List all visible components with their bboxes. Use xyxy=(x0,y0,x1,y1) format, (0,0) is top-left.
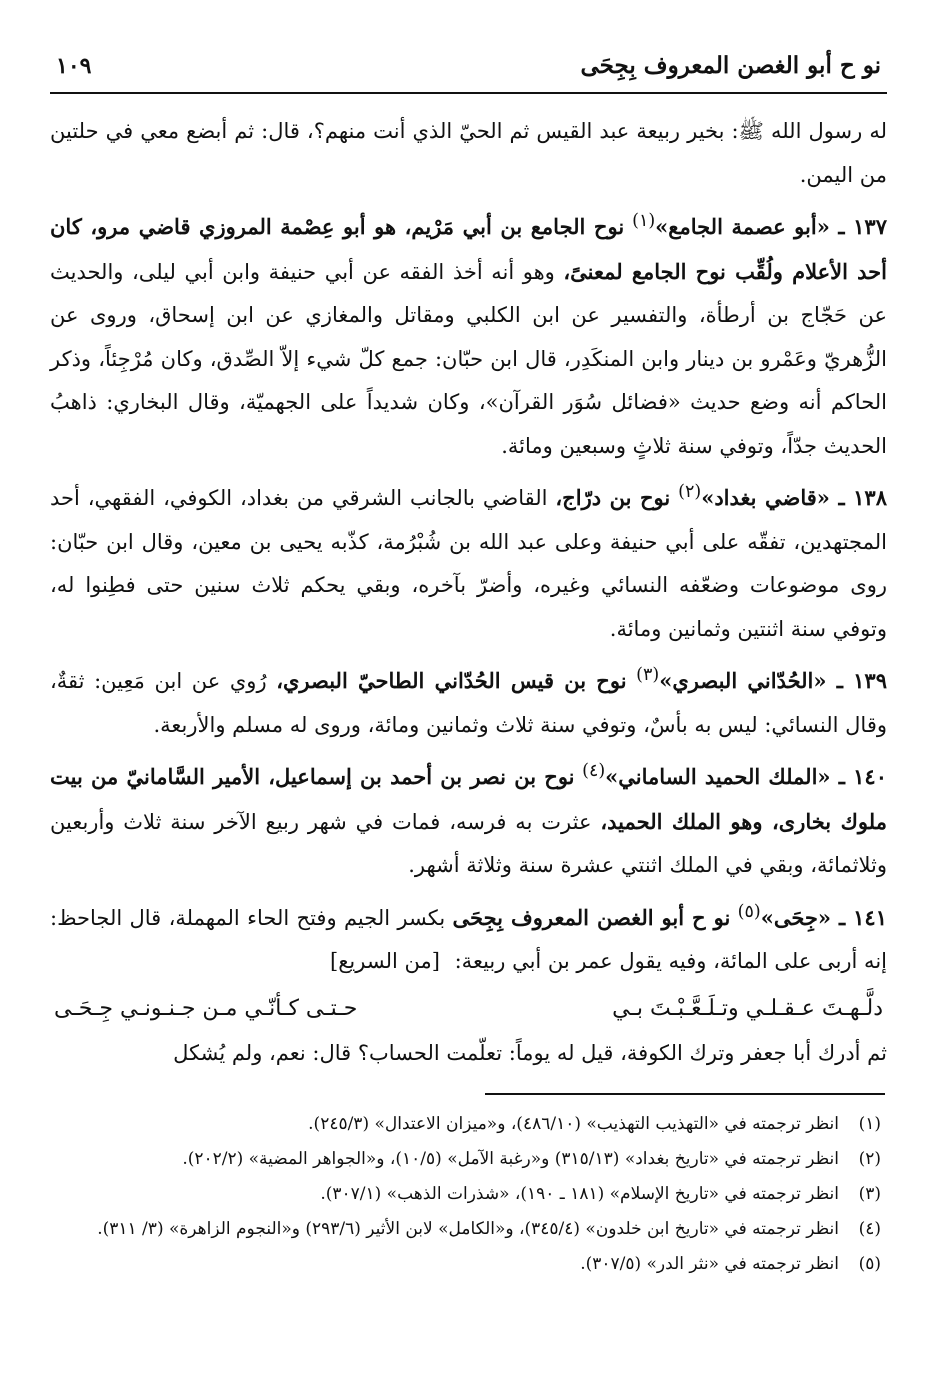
footnote-4 xyxy=(50,1214,887,1244)
entry-head: ١٤١ ـ «جِحَى» xyxy=(760,904,887,930)
footnote-text: انظر ترجمته في «نثر الدر» (٣٠٧/٥). xyxy=(580,1254,839,1274)
verse-gap xyxy=(450,986,520,1032)
entry-text: وهو أنه أخذ الفقه عن أبي حنيفة وابن أبي ليلى، والحديث عن حَجّاج بن أرطأة، والتفسير عن ابن الكلبي ومقاتل والمغازي عن ابن إسحاق، وروى عن الزُّهريّ وعَمْرو بن دينار وابن المنكَدِر، قال ابن حبّان: جمع كلّ شيء إلاّ الصِّدق، وكان مُرْجِئاً، وذكر الحاكم أنه وضع حديث «فضائل سُوَر القرآن»، وكان شديداً على الجهميّة، وقال البخاري: ذاهبُ الحديث جدّاً، وتوفي سنة ثلاثٍ وسبعين ومائة. xyxy=(50,259,887,458)
footnote-text: انظر ترجمته في «التهذيب التهذيب» (٤٨٦/١٠)، و«ميزان الاعتدال» (٢٤٥/٣). xyxy=(308,1114,839,1134)
footnote-text: انظر ترجمته في «تاريخ الإسلام» (١٨١ ـ ١٩٠)، «شذرات الذهب» (٣٠٧/١). xyxy=(320,1184,839,1204)
entry-text: رُوي عن ابن مَعِين: ثقةٌ، وقال النسائي: ليس به بأسٌ، وتوفي سنة ثلاث وثمانين ومائة، وروى له مسلم والأربعة. xyxy=(50,669,887,737)
entry-139 xyxy=(50,654,887,747)
footnote-1 xyxy=(50,1109,887,1139)
closing-paragraph: ثم أدرك أبا جعفر وترك الكوفة، قيل له يوماً: تعلّمت الحساب؟ قال: نعم، ولم يُشكل xyxy=(173,1040,887,1065)
footnote-number: (١) xyxy=(858,1114,881,1134)
footnote-ref: (٤) xyxy=(582,761,606,781)
entry-text: القاضي بالجانب الشرقي من بغداد، الكوفي، الفقهي، أحد المجتهدين، تفقّه على أبي حنيفة وعلى عبد الله بن شُبْرُمة، كذّبه يحيى بن معين، وقال ابن حبّان: روى موضوعات وضعّفه النسائي وغيره، وأضرّ بآخره، وبقي يحكم ثلاث سنين حتى فطِنوا له، وتوفي سنة اثنتين وثمانين ومائة. xyxy=(50,486,887,641)
footnote-number: (٣) xyxy=(858,1184,881,1204)
entry-text: بكسر الجيم وفتح الحاء المهملة، قال الجاحظ: إنه أربى على المائة، وفيه يقول عمر بن أبي ربيعة: xyxy=(50,905,887,973)
entry-140 xyxy=(50,750,887,888)
header-rule xyxy=(50,92,887,94)
book-page xyxy=(50,48,887,1348)
footnote-text: انظر ترجمته في «تاريخ بغداد» (٣١٥/١٣) و«رغبة الآمل» (١٠/٥)، و«الجواهر المضية» (٢٠٢/٢). xyxy=(182,1149,839,1169)
entry-lead: نوح بن قيس الحُدّاني الطاحيّ البصري، xyxy=(276,668,627,693)
footnote-ref: (٥) xyxy=(737,901,761,922)
entry-lead: نوح بن نصر بن أحمد بن إسماعيل، الأمير السَّامانيّ من بيت ملوك بخارى، وهو الملك الحميد، xyxy=(50,764,887,834)
entry-138 xyxy=(50,471,887,651)
footnote-number: (٥) xyxy=(858,1254,881,1274)
entry-text: عثرت به فرسه، فمات في شهر ربيع الآخر سنة ثلاث وأربعين وثلاثمائة، وبقي في الملك اثنتي عشرة سنة وثلاثة أشهر. xyxy=(50,809,887,877)
entry-lead: نو ح أبو الغصن المعروف بِجِحَى xyxy=(452,904,731,930)
entry-lead: نوح الجامع بن أبي مَرْيم، هو أبو عِصْمة المروزي قاضي مرو، كان أحد الأعلام ولُقِّب نوح الجامع لمعنىً، xyxy=(50,214,887,284)
running-title: نو ح أبو الغصن المعروف بِجِحَى xyxy=(580,52,881,79)
footnote-number: (٢) xyxy=(858,1149,881,1169)
footnotes xyxy=(50,1109,887,1279)
footnote-rule xyxy=(485,1093,885,1095)
footnote-text: انظر ترجمته في «تاريخ ابن خلدون» (٣٤٥/٤)، و«الكامل» لابن الأثير (٢٩٣/٦) و«النجوم الزاهرة» (٣/ ٣١١). xyxy=(97,1219,839,1239)
entry-head: ١٤٠ ـ «الملك الحميد الساماني» xyxy=(605,764,887,789)
footnote-ref: (٢) xyxy=(678,482,702,502)
entry-head: ١٣٩ ـ «الحُدّاني البصري» xyxy=(659,668,887,693)
footnote-3 xyxy=(50,1179,887,1209)
footnote-ref: (١) xyxy=(632,211,656,231)
footnote-5 xyxy=(50,1249,887,1279)
entry-head: ١٣٨ ـ «قاضي بغداد» xyxy=(701,485,887,510)
meter-label: [من السريع] xyxy=(330,949,440,973)
entry-head: ١٣٧ ـ «أبو عصمة الجامع» xyxy=(655,214,887,239)
entry-lead: نوح بن درّاج، xyxy=(555,485,671,510)
verse-first-hemistich: دلَّـهـتَ عـقـلـي وتـلَـعَّـبْـتَ بـي xyxy=(612,995,883,1021)
running-head xyxy=(50,48,887,84)
verse-second-hemistich: حـتـى كـأنّـي مـن جـنـونـي جِـحَـى xyxy=(54,995,358,1021)
main-text xyxy=(50,110,887,1075)
poem-verse xyxy=(50,986,887,1032)
entry-137 xyxy=(50,200,887,468)
footnote-ref: (٣) xyxy=(636,665,660,685)
footnote-number: (٤) xyxy=(858,1219,881,1239)
page-number: ١٠٩ xyxy=(56,53,92,79)
entry-141 xyxy=(50,891,887,984)
intro-paragraph: له رسول الله ﷺ: بخير ربيعة عبد القيس ثم الحيّ الذي أنت منهم؟، قال: ثم أبضع معي في حلتين من اليمن. xyxy=(50,119,887,187)
footnote-2 xyxy=(50,1144,887,1174)
